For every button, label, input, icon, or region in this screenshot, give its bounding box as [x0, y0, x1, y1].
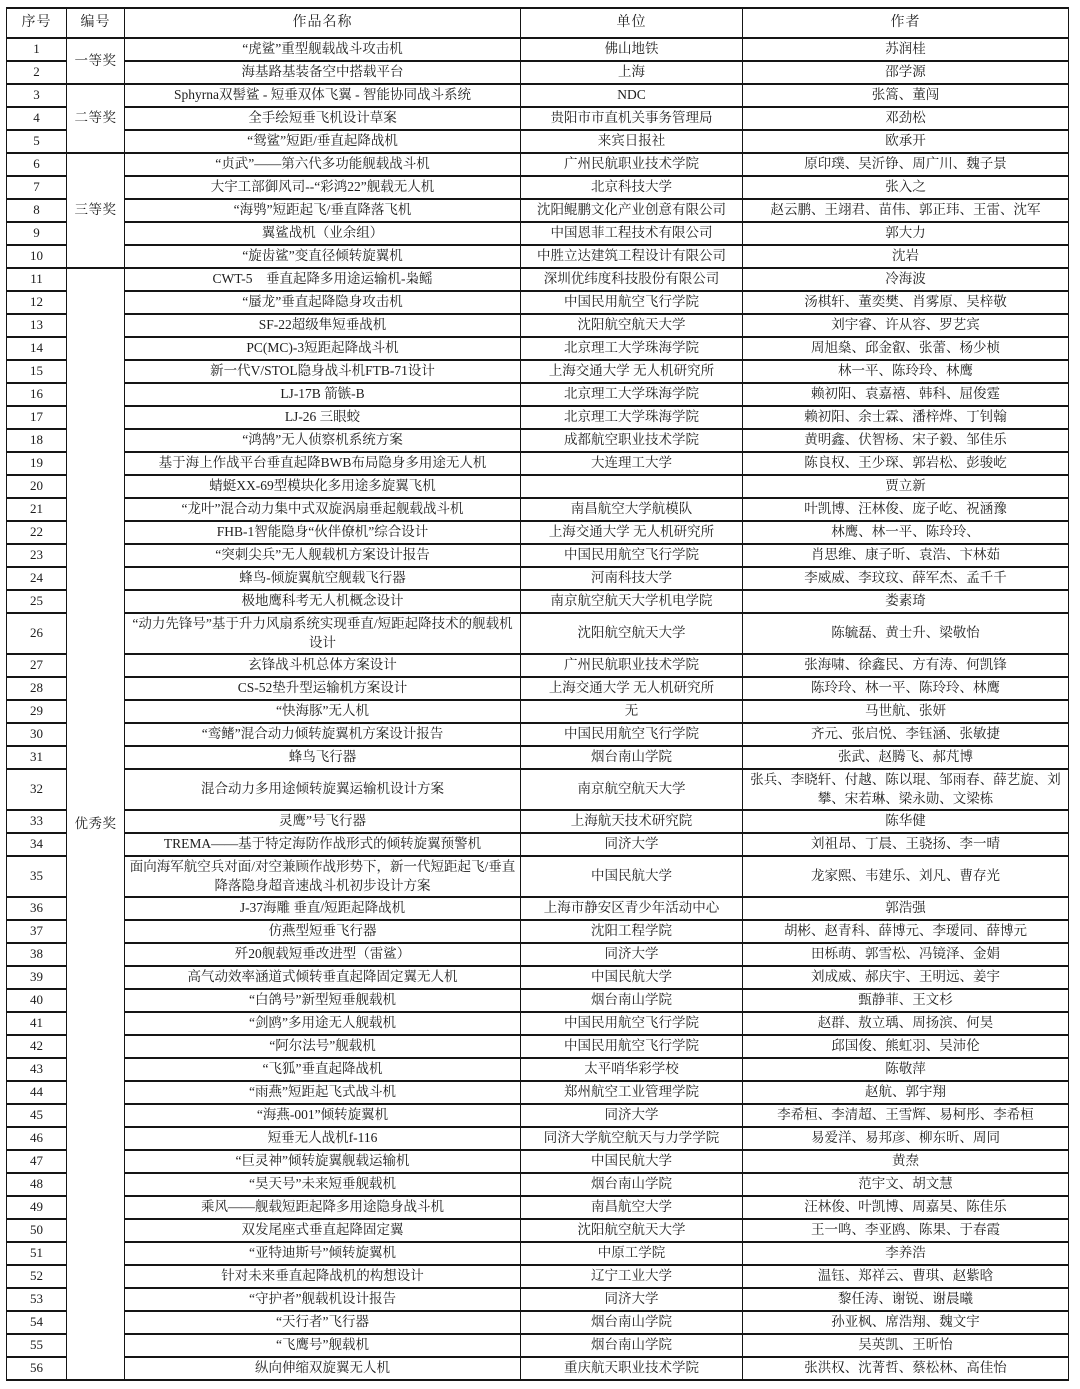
- cell-unit: 烟台南山学院: [521, 1334, 743, 1357]
- cell-serial-number: 18: [7, 429, 67, 452]
- cell-serial-number: 37: [7, 920, 67, 943]
- table-row: [7, 1265, 1069, 1288]
- cell-unit: 大连理工大学: [521, 452, 743, 475]
- cell-unit: 河南科技大学: [521, 567, 743, 590]
- cell-unit: 北京理工大学珠海学院: [521, 383, 743, 406]
- table-row: [7, 1127, 1069, 1150]
- cell-authors: 欧承开: [743, 130, 1069, 153]
- cell-authors: 原印璞、吴沂铮、周广川、魏子景: [743, 153, 1069, 176]
- cell-serial-number: 13: [7, 314, 67, 337]
- cell-serial-number: 3: [7, 84, 67, 107]
- cell-unit: 沈阳鲲鹏文化产业创意有限公司: [521, 199, 743, 222]
- cell-serial-number: 21: [7, 498, 67, 521]
- cell-authors: 李养浩: [743, 1242, 1069, 1265]
- cell-work-name: “蜃龙”垂直起降隐身攻击机: [125, 291, 521, 314]
- table-header-row: [7, 8, 1069, 38]
- cell-work-name: 蜂鸟飞行器: [125, 746, 521, 769]
- table-row: [7, 498, 1069, 521]
- cell-unit: 沈阳工程学院: [521, 920, 743, 943]
- cell-work-name: “飞狐”垂直起降战机: [125, 1058, 521, 1081]
- cell-unit: 中国民用航空飞行学院: [521, 1035, 743, 1058]
- cell-serial-number: 27: [7, 654, 67, 677]
- cell-award-category: 三等奖: [67, 153, 125, 268]
- cell-unit: 中国民航大学: [521, 856, 743, 897]
- cell-authors: 范宇文、胡文慧: [743, 1173, 1069, 1196]
- cell-work-name: “雨燕”短距起飞式战斗机: [125, 1081, 521, 1104]
- table-row: [7, 567, 1069, 590]
- cell-serial-number: 19: [7, 452, 67, 475]
- table-row: [7, 383, 1069, 406]
- cell-work-name: PC(MC)-3短距起降战斗机: [125, 337, 521, 360]
- cell-unit: 烟台南山学院: [521, 1311, 743, 1334]
- table-row: [7, 1035, 1069, 1058]
- cell-serial-number: 54: [7, 1311, 67, 1334]
- cell-authors: 赖初阳、余士霖、潘梓烨、丁钊翰: [743, 406, 1069, 429]
- table-row: [7, 1012, 1069, 1035]
- cell-unit: 同济大学: [521, 1288, 743, 1311]
- cell-work-name: 针对未来垂直起降战机的构想设计: [125, 1265, 521, 1288]
- table-row: [7, 153, 1069, 176]
- cell-serial-number: 30: [7, 723, 67, 746]
- table-row: [7, 337, 1069, 360]
- cell-unit: 沈阳航空航天大学: [521, 314, 743, 337]
- table-row: [7, 1196, 1069, 1219]
- table-row: [7, 1081, 1069, 1104]
- cell-work-name: “亚特迪斯号”倾转旋翼机: [125, 1242, 521, 1265]
- cell-serial-number: 44: [7, 1081, 67, 1104]
- cell-serial-number: 14: [7, 337, 67, 360]
- table-row: [7, 1058, 1069, 1081]
- table-row: [7, 314, 1069, 337]
- cell-authors: 齐元、张启悦、李钰涵、张敏捷: [743, 723, 1069, 746]
- table-row: [7, 268, 1069, 291]
- cell-work-name: “突刺尖兵”无人舰载机方案设计报告: [125, 544, 521, 567]
- cell-serial-number: 46: [7, 1127, 67, 1150]
- cell-serial-number: 52: [7, 1265, 67, 1288]
- cell-authors: 黎任涛、谢锐、谢晨曦: [743, 1288, 1069, 1311]
- cell-unit: 中国民用航空飞行学院: [521, 1012, 743, 1035]
- table-row: [7, 245, 1069, 268]
- cell-serial-number: 4: [7, 107, 67, 130]
- table-row: [7, 613, 1069, 654]
- cell-work-name: 蜂鸟-倾旋翼航空舰载飞行器: [125, 567, 521, 590]
- cell-work-name: “快海豚”无人机: [125, 700, 521, 723]
- cell-work-name: 基于海上作战平台垂直起降BWB布局隐身多用途无人机: [125, 452, 521, 475]
- cell-authors: 胡彬、赵青科、薛博元、李瑷同、薛博元: [743, 920, 1069, 943]
- col-header-authors: 作者: [743, 8, 1069, 38]
- cell-work-name: 蜻蜓XX-69型模块化多用途多旋翼飞机: [125, 475, 521, 498]
- cell-serial-number: 31: [7, 746, 67, 769]
- table-row: [7, 130, 1069, 153]
- cell-work-name: “巨灵神”倾转旋翼舰载运输机: [125, 1150, 521, 1173]
- table-body: [7, 38, 1069, 1380]
- cell-serial-number: 32: [7, 769, 67, 810]
- cell-work-name: “白鸽号”新型短垂舰载机: [125, 989, 521, 1012]
- cell-serial-number: 42: [7, 1035, 67, 1058]
- table-row: [7, 475, 1069, 498]
- table-row: [7, 1219, 1069, 1242]
- cell-unit: 烟台南山学院: [521, 989, 743, 1012]
- cell-unit: 中国恩菲工程技术有限公司: [521, 222, 743, 245]
- cell-authors: 郭大力: [743, 222, 1069, 245]
- cell-serial-number: 1: [7, 38, 67, 61]
- cell-work-name: “动力先锋号”基于升力风扇系统实现垂直/短距起降技术的舰载机设计: [125, 613, 521, 654]
- cell-work-name: 灵鹰”号飞行器: [125, 810, 521, 833]
- cell-unit: 来宾日报社: [521, 130, 743, 153]
- table-row: [7, 406, 1069, 429]
- cell-unit: 中国民航大学: [521, 1150, 743, 1173]
- cell-unit: 太平哨华彩学校: [521, 1058, 743, 1081]
- cell-unit: 重庆航天职业技术学院: [521, 1357, 743, 1380]
- table-row: [7, 1104, 1069, 1127]
- cell-work-name: 歼20舰载短垂改进型（雷鲨）: [125, 943, 521, 966]
- cell-serial-number: 35: [7, 856, 67, 897]
- cell-work-name: 海基路基装备空中搭载平台: [125, 61, 521, 84]
- cell-serial-number: 6: [7, 153, 67, 176]
- cell-authors: 沈岩: [743, 245, 1069, 268]
- cell-serial-number: 53: [7, 1288, 67, 1311]
- cell-serial-number: 38: [7, 943, 67, 966]
- cell-authors: 叶凯博、汪林俊、庞子屹、祝涵豫: [743, 498, 1069, 521]
- cell-authors: 龙家熙、韦建乐、刘凡、曹存光: [743, 856, 1069, 897]
- cell-authors: 赖初阳、袁嘉禧、韩科、屈俊霆: [743, 383, 1069, 406]
- cell-serial-number: 22: [7, 521, 67, 544]
- cell-work-name: 玄锋战斗机总体方案设计: [125, 654, 521, 677]
- cell-unit: 郑州航空工业管理学院: [521, 1081, 743, 1104]
- cell-serial-number: 43: [7, 1058, 67, 1081]
- cell-serial-number: 51: [7, 1242, 67, 1265]
- cell-work-name: “天行者”飞行器: [125, 1311, 521, 1334]
- cell-serial-number: 41: [7, 1012, 67, 1035]
- cell-work-name: “龙叶”混合动力集中式双旋涡扇垂起舰载战斗机: [125, 498, 521, 521]
- col-header-unit: 单位: [521, 8, 743, 38]
- cell-unit: 南京航空航天大学: [521, 769, 743, 810]
- cell-serial-number: 9: [7, 222, 67, 245]
- table-row: [7, 943, 1069, 966]
- cell-unit: 同济大学航空航天与力学学院: [521, 1127, 743, 1150]
- cell-serial-number: 36: [7, 897, 67, 920]
- cell-serial-number: 26: [7, 613, 67, 654]
- cell-authors: 温钰、郑祥云、曹琪、赵紫晗: [743, 1265, 1069, 1288]
- table-row: [7, 360, 1069, 383]
- cell-work-name: “昊天号”未来短垂舰载机: [125, 1173, 521, 1196]
- table-row: [7, 1334, 1069, 1357]
- cell-authors: 吴英凯、王昕怡: [743, 1334, 1069, 1357]
- cell-serial-number: 56: [7, 1357, 67, 1380]
- table-row: [7, 1173, 1069, 1196]
- cell-work-name: “贞武”——第六代多功能舰载战斗机: [125, 153, 521, 176]
- cell-unit: 南京航空航天大学机电学院: [521, 590, 743, 613]
- cell-serial-number: 34: [7, 833, 67, 856]
- cell-unit: 北京科技大学: [521, 176, 743, 199]
- cell-authors: 汪林俊、叶凯博、周嘉昊、陈佳乐: [743, 1196, 1069, 1219]
- col-header-award-category: 编号: [67, 8, 125, 38]
- cell-work-name: LJ-17B 箭镞-B: [125, 383, 521, 406]
- col-header-serial-number: 序号: [7, 8, 67, 38]
- cell-work-name: 面向海军航空兵对面/对空兼顾作战形势下，新一代短距起飞/垂直降落隐身超音速战斗机初步设计方案: [125, 856, 521, 897]
- table-row: [7, 452, 1069, 475]
- table-row: [7, 176, 1069, 199]
- cell-authors: 孙亚枫、席浩翔、魏文宇: [743, 1311, 1069, 1334]
- cell-authors: 张入之: [743, 176, 1069, 199]
- cell-authors: 张兵、李晓轩、付越、陈以琨、邹雨春、薛艺旋、刘攀、宋若琳、梁永勋、文梁栋: [743, 769, 1069, 810]
- cell-unit: 上海交通大学 无人机研究所: [521, 677, 743, 700]
- table-row: [7, 856, 1069, 897]
- cell-unit: [521, 475, 743, 498]
- cell-work-name: 仿燕型短垂飞行器: [125, 920, 521, 943]
- cell-award-category: 二等奖: [67, 84, 125, 153]
- cell-serial-number: 39: [7, 966, 67, 989]
- table-row: [7, 291, 1069, 314]
- cell-authors: 张洪权、沈菁哲、蔡松林、高佳怡: [743, 1357, 1069, 1380]
- cell-unit: 南昌航空大学: [521, 1196, 743, 1219]
- table-row: [7, 897, 1069, 920]
- cell-unit: 中国民航大学: [521, 966, 743, 989]
- cell-unit: NDC: [521, 84, 743, 107]
- cell-work-name: “虎鲨”重型舰载战斗攻击机: [125, 38, 521, 61]
- cell-unit: 北京理工大学珠海学院: [521, 337, 743, 360]
- cell-work-name: “阿尔法号”舰载机: [125, 1035, 521, 1058]
- cell-authors: 赵群、敖立瑀、周扬滨、何昊: [743, 1012, 1069, 1035]
- cell-unit: 烟台南山学院: [521, 1173, 743, 1196]
- cell-work-name: 纵向伸缩双旋翼无人机: [125, 1357, 521, 1380]
- cell-authors: 娄素琦: [743, 590, 1069, 613]
- cell-serial-number: 45: [7, 1104, 67, 1127]
- table-row: [7, 1150, 1069, 1173]
- cell-authors: 陈毓磊、黄士升、梁敬怡: [743, 613, 1069, 654]
- cell-work-name: CWT-5 垂直起降多用途运输机-枭鳐: [125, 268, 521, 291]
- cell-unit: 北京理工大学珠海学院: [521, 406, 743, 429]
- cell-authors: 张篙、董闯: [743, 84, 1069, 107]
- table-row: [7, 199, 1069, 222]
- cell-authors: 张海啸、徐鑫民、方有涛、何凯锋: [743, 654, 1069, 677]
- cell-authors: 黄明鑫、伏智杨、宋子毅、邹佳乐: [743, 429, 1069, 452]
- cell-work-name: “守护者”舰载机设计报告: [125, 1288, 521, 1311]
- cell-authors: 陈敬萍: [743, 1058, 1069, 1081]
- cell-work-name: FHB-1智能隐身“伙伴僚机”综合设计: [125, 521, 521, 544]
- cell-authors: 黄焘: [743, 1150, 1069, 1173]
- cell-authors: 汤棋轩、董奕樊、肖雾原、吴梓敬: [743, 291, 1069, 314]
- table-row: [7, 222, 1069, 245]
- cell-work-name: 极地鹰科考无人机概念设计: [125, 590, 521, 613]
- cell-authors: 刘祖昂、丁晨、王骁扬、李一晴: [743, 833, 1069, 856]
- cell-unit: 成都航空职业技术学院: [521, 429, 743, 452]
- cell-serial-number: 17: [7, 406, 67, 429]
- cell-unit: 沈阳航空航天大学: [521, 613, 743, 654]
- cell-authors: 周旭燊、邱金叡、张蕾、杨少桢: [743, 337, 1069, 360]
- table-row: [7, 989, 1069, 1012]
- cell-authors: 邱国俊、熊虹羽、吴沛伦: [743, 1035, 1069, 1058]
- cell-serial-number: 12: [7, 291, 67, 314]
- cell-authors: 林一平、陈玲玲、林鹰: [743, 360, 1069, 383]
- cell-work-name: 新一代V/STOL隐身战斗机FTB-71设计: [125, 360, 521, 383]
- table-row: [7, 810, 1069, 833]
- cell-unit: 无: [521, 700, 743, 723]
- cell-serial-number: 20: [7, 475, 67, 498]
- cell-serial-number: 11: [7, 268, 67, 291]
- cell-authors: 田栎萌、郭雪松、冯镜泽、金娟: [743, 943, 1069, 966]
- cell-authors: 陈玲玲、林一平、陈玲玲、林鹰: [743, 677, 1069, 700]
- cell-serial-number: 24: [7, 567, 67, 590]
- table-row: [7, 677, 1069, 700]
- cell-authors: 易爱洋、易邦彦、柳东昕、周同: [743, 1127, 1069, 1150]
- cell-unit: 烟台南山学院: [521, 746, 743, 769]
- cell-serial-number: 29: [7, 700, 67, 723]
- cell-unit: 中胜立达建筑工程设计有限公司: [521, 245, 743, 268]
- cell-authors: 郭浩强: [743, 897, 1069, 920]
- cell-serial-number: 49: [7, 1196, 67, 1219]
- cell-serial-number: 23: [7, 544, 67, 567]
- cell-work-name: “鸳鲨”短距/垂直起降战机: [125, 130, 521, 153]
- table-row: [7, 429, 1069, 452]
- table-row: [7, 1311, 1069, 1334]
- table-row: [7, 966, 1069, 989]
- cell-authors: 邓劲松: [743, 107, 1069, 130]
- table-row: [7, 1288, 1069, 1311]
- table-row: [7, 544, 1069, 567]
- cell-work-name: “鸿鹄”无人侦察机系统方案: [125, 429, 521, 452]
- cell-serial-number: 8: [7, 199, 67, 222]
- cell-work-name: 短垂无人战机f-116: [125, 1127, 521, 1150]
- cell-serial-number: 5: [7, 130, 67, 153]
- cell-work-name: “飞鹰号”舰载机: [125, 1334, 521, 1357]
- cell-work-name: Sphyrna双髻鲨 - 短垂双体飞翼 - 智能协同战斗系统: [125, 84, 521, 107]
- cell-unit: 中原工学院: [521, 1242, 743, 1265]
- table-row: [7, 1242, 1069, 1265]
- cell-serial-number: 16: [7, 383, 67, 406]
- col-header-work-name: 作品名称: [125, 8, 521, 38]
- cell-authors: 马世航、张妍: [743, 700, 1069, 723]
- cell-work-name: 混合动力多用途倾转旋翼运输机设计方案: [125, 769, 521, 810]
- cell-authors: 贾立新: [743, 475, 1069, 498]
- cell-authors: 邵学源: [743, 61, 1069, 84]
- cell-serial-number: 10: [7, 245, 67, 268]
- cell-authors: 肖思维、康子昕、袁浩、卞林茹: [743, 544, 1069, 567]
- table-row: [7, 920, 1069, 943]
- cell-authors: 冷海波: [743, 268, 1069, 291]
- cell-work-name: J-37海雕 垂直/短距起降战机: [125, 897, 521, 920]
- cell-work-name: “鸾鳍”混合动力倾转旋翼机方案设计报告: [125, 723, 521, 746]
- cell-authors: 林鹰、林一平、陈玲玲、: [743, 521, 1069, 544]
- table-row: [7, 38, 1069, 61]
- cell-work-name: “海燕-001”倾转旋翼机: [125, 1104, 521, 1127]
- cell-unit: 辽宁工业大学: [521, 1265, 743, 1288]
- cell-work-name: “旋齿鲨”变直径倾转旋翼机: [125, 245, 521, 268]
- cell-work-name: “剑鸥”多用途无人舰载机: [125, 1012, 521, 1035]
- table-row: [7, 746, 1069, 769]
- cell-authors: 李希桓、李清超、王雪辉、易柯彤、李希桓: [743, 1104, 1069, 1127]
- cell-authors: 苏润桂: [743, 38, 1069, 61]
- table-row: [7, 84, 1069, 107]
- cell-work-name: LJ-26 三眼蛟: [125, 406, 521, 429]
- cell-award-category: 优秀奖: [67, 268, 125, 1380]
- cell-serial-number: 28: [7, 677, 67, 700]
- table-row: [7, 700, 1069, 723]
- table-row: [7, 1357, 1069, 1380]
- awards-table: [6, 7, 1069, 1381]
- cell-serial-number: 33: [7, 810, 67, 833]
- cell-unit: 中国民用航空飞行学院: [521, 544, 743, 567]
- cell-serial-number: 48: [7, 1173, 67, 1196]
- cell-authors: 赵航、郭宇翔: [743, 1081, 1069, 1104]
- cell-unit: 广州民航职业技术学院: [521, 153, 743, 176]
- cell-work-name: 大宇工部御风司--“彩鸿22”舰载无人机: [125, 176, 521, 199]
- table-row: [7, 590, 1069, 613]
- cell-unit: 深圳优纬度科技股份有限公司: [521, 268, 743, 291]
- table-row: [7, 833, 1069, 856]
- table-row: [7, 521, 1069, 544]
- cell-serial-number: 55: [7, 1334, 67, 1357]
- cell-unit: 广州民航职业技术学院: [521, 654, 743, 677]
- cell-work-name: 乘风——舰载短距起降多用途隐身战斗机: [125, 1196, 521, 1219]
- cell-unit: 贵阳市市直机关事务管理局: [521, 107, 743, 130]
- cell-work-name: 双发尾座式垂直起降固定翼: [125, 1219, 521, 1242]
- cell-unit: 沈阳航空航天大学: [521, 1219, 743, 1242]
- cell-authors: 张武、赵腾飞、郝芃博: [743, 746, 1069, 769]
- cell-authors: 赵云鹏、王翊君、苗伟、郭正玮、王雷、沈军: [743, 199, 1069, 222]
- cell-serial-number: 47: [7, 1150, 67, 1173]
- cell-unit: 上海: [521, 61, 743, 84]
- cell-authors: 李威威、李玟玟、薛军杰、孟千千: [743, 567, 1069, 590]
- cell-authors: 刘宇睿、许从容、罗艺宾: [743, 314, 1069, 337]
- cell-work-name: “海鸮”短距起飞/垂直降落飞机: [125, 199, 521, 222]
- cell-unit: 上海航天技术研究院: [521, 810, 743, 833]
- cell-unit: 中国民用航空飞行学院: [521, 291, 743, 314]
- cell-serial-number: 7: [7, 176, 67, 199]
- cell-unit: 南昌航空大学航模队: [521, 498, 743, 521]
- cell-serial-number: 50: [7, 1219, 67, 1242]
- cell-work-name: CS-52垫升型运输机方案设计: [125, 677, 521, 700]
- cell-work-name: TREMA——基于特定海防作战形式的倾转旋翼预警机: [125, 833, 521, 856]
- cell-unit: 上海交通大学 无人机研究所: [521, 360, 743, 383]
- cell-work-name: 翼鲨战机（业余组）: [125, 222, 521, 245]
- cell-award-category: 一等奖: [67, 38, 125, 84]
- cell-work-name: SF-22超级隼短垂战机: [125, 314, 521, 337]
- table-row: [7, 723, 1069, 746]
- table-row: [7, 107, 1069, 130]
- cell-work-name: 全手绘短垂飞机设计草案: [125, 107, 521, 130]
- table-row: [7, 769, 1069, 810]
- cell-unit: 上海交通大学 无人机研究所: [521, 521, 743, 544]
- cell-unit: 佛山地铁: [521, 38, 743, 61]
- cell-serial-number: 15: [7, 360, 67, 383]
- cell-authors: 陈良权、王少琛、郭岩松、彭骏屹: [743, 452, 1069, 475]
- cell-authors: 王一鸣、李亚鸥、陈果、于春霞: [743, 1219, 1069, 1242]
- cell-unit: 同济大学: [521, 943, 743, 966]
- cell-unit: 同济大学: [521, 833, 743, 856]
- cell-unit: 中国民用航空飞行学院: [521, 723, 743, 746]
- cell-unit: 上海市静安区青少年活动中心: [521, 897, 743, 920]
- cell-serial-number: 25: [7, 590, 67, 613]
- cell-serial-number: 2: [7, 61, 67, 84]
- cell-unit: 同济大学: [521, 1104, 743, 1127]
- cell-work-name: 高气动效率涵道式倾转垂直起降固定翼无人机: [125, 966, 521, 989]
- table-row: [7, 61, 1069, 84]
- cell-serial-number: 40: [7, 989, 67, 1012]
- cell-authors: 陈华健: [743, 810, 1069, 833]
- table-row: [7, 654, 1069, 677]
- cell-authors: 甄静菲、王文杉: [743, 989, 1069, 1012]
- cell-authors: 刘成威、郝庆宇、王明远、姜宇: [743, 966, 1069, 989]
